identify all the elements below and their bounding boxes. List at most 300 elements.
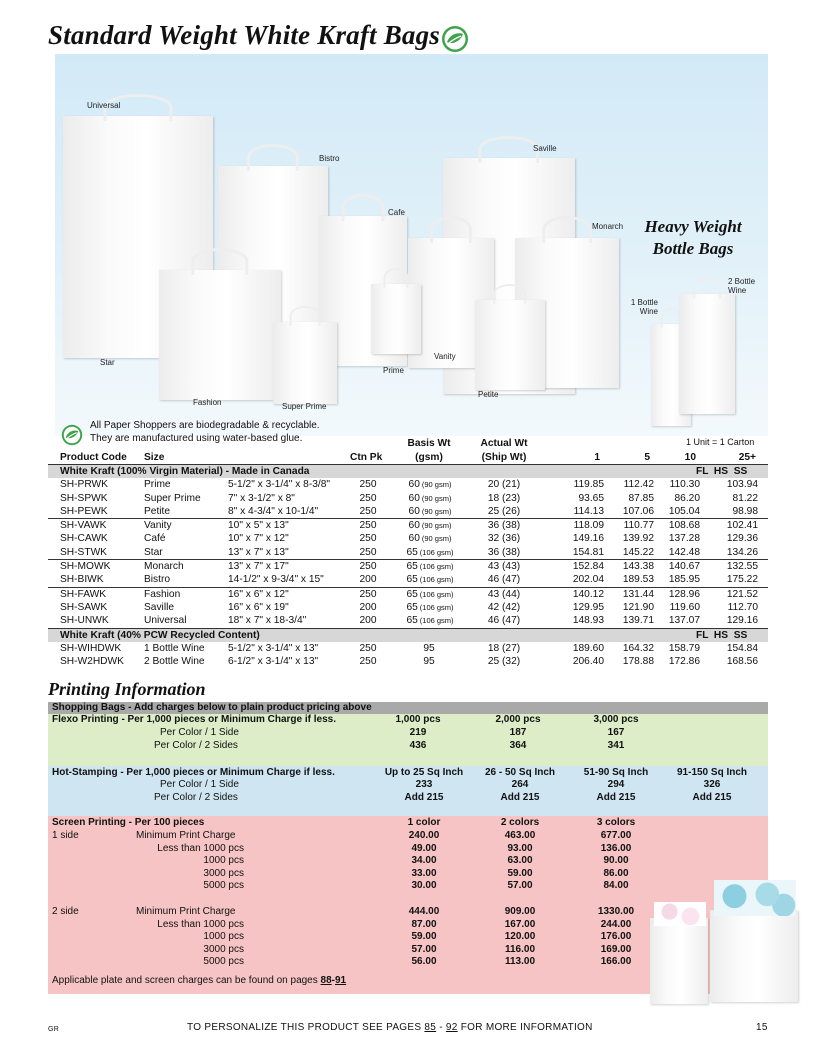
cell-price-10: 172.86 bbox=[668, 656, 700, 668]
cell-price-10: 105.04 bbox=[668, 505, 700, 517]
cell-size: 14-1/2" x 9-3/4" x 15" bbox=[228, 574, 324, 586]
cell-code: SH-PRWK bbox=[60, 479, 108, 491]
screen-value: 30.00 bbox=[411, 880, 437, 891]
flexo-col3: 3,000 pcs bbox=[593, 714, 639, 725]
cell-basis-value: 60 bbox=[408, 533, 420, 545]
screen-note-link-p88[interactable]: 88 bbox=[320, 975, 332, 986]
cell-code: SH-STWK bbox=[60, 546, 107, 558]
cell-basis-value: 60 bbox=[408, 505, 420, 517]
cell-price-25: 154.84 bbox=[726, 642, 758, 654]
cell-actual: 36 (38) bbox=[487, 546, 521, 558]
screen-row-label: 1000 pcs bbox=[203, 855, 244, 866]
hdr-shipwt: (Ship Wt) bbox=[481, 452, 527, 463]
screen-row-label: Less than 1000 pcs bbox=[157, 842, 244, 854]
cell-ctn: 250 bbox=[359, 479, 377, 491]
printed-bag-illustration bbox=[650, 880, 710, 1004]
cell-code: SH-SAWK bbox=[60, 601, 108, 613]
cell-price-1: 129.95 bbox=[572, 601, 604, 613]
category-recycled-label: White Kraft (40% PCW Recycled Content) bbox=[60, 629, 260, 641]
cell-basis-gsm: (106 gsm) bbox=[419, 562, 454, 572]
screen-row-label: 3000 pcs bbox=[203, 867, 244, 879]
cell-name: Universal bbox=[144, 615, 187, 627]
cell-price-1: 154.81 bbox=[572, 546, 604, 558]
label-petite: Petite bbox=[478, 390, 499, 399]
cell-price-10: 142.48 bbox=[668, 546, 700, 558]
cell-basis-value: 65 bbox=[406, 588, 418, 600]
table-row bbox=[48, 601, 768, 614]
screen-value: 49.00 bbox=[411, 842, 437, 854]
cell-name: Prime bbox=[144, 479, 171, 491]
label-cafe: Cafe bbox=[388, 208, 405, 217]
table-row bbox=[48, 492, 768, 505]
cell-code: SH-W2HDWK bbox=[60, 656, 124, 668]
hdr-code: Product Code bbox=[60, 452, 127, 463]
cell-code: SH-SPWK bbox=[60, 492, 108, 504]
cell-name: Petite bbox=[144, 505, 171, 517]
cell-price-10: 185.95 bbox=[668, 574, 700, 586]
cell-price-5: 131.44 bbox=[622, 588, 654, 600]
cell-basis-value: 65 bbox=[406, 574, 418, 586]
flexo-r1-c1: 219 bbox=[409, 727, 427, 738]
screen-row-label: 3000 pcs bbox=[203, 943, 244, 955]
cell-price-5: 178.88 bbox=[622, 656, 654, 668]
cell-price-5: 143.38 bbox=[622, 561, 654, 573]
cell-code: SH-BIWK bbox=[60, 574, 104, 586]
screen-row-label: 1000 pcs bbox=[203, 931, 244, 942]
cell-price-25: 103.94 bbox=[726, 479, 758, 491]
screen-value: 120.00 bbox=[504, 931, 536, 942]
cell-code: SH-UNWK bbox=[60, 615, 109, 627]
cell-basis bbox=[394, 642, 466, 655]
cell-size: 10" x 5" x 13" bbox=[228, 520, 289, 532]
screen-value: 909.00 bbox=[504, 906, 536, 917]
cell-price-5: 110.77 bbox=[623, 520, 654, 532]
category-virgin bbox=[48, 464, 768, 478]
cell-code: SH-VAWK bbox=[60, 520, 107, 532]
hdr-q25: 25+ bbox=[738, 452, 756, 463]
cell-price-1: 149.16 bbox=[572, 533, 604, 545]
cell-price-25: 129.36 bbox=[726, 533, 758, 545]
cell-basis bbox=[394, 573, 466, 586]
cell-name: Fashion bbox=[144, 588, 181, 600]
cell-price-5: 145.22 bbox=[622, 546, 654, 558]
screen-value: 176.00 bbox=[600, 931, 632, 942]
screen-value: 86.00 bbox=[603, 867, 629, 879]
cell-basis-gsm: (106 gsm) bbox=[419, 589, 454, 599]
screen-value: 444.00 bbox=[408, 906, 440, 917]
cell-name: Saville bbox=[144, 601, 175, 613]
flexo-r1-label: Per Color / 1 Side bbox=[160, 727, 239, 738]
eco-note-line1: All Paper Shoppers are biodegradable & recyclable. bbox=[90, 420, 320, 431]
product-photo bbox=[55, 54, 768, 436]
cell-price-5: 164.32 bbox=[622, 642, 654, 654]
flexo-r1-c3: 167 bbox=[607, 727, 625, 738]
cell-size: 5-1/2" x 3-1/4" x 8-3/8" bbox=[228, 479, 331, 491]
cell-basis-gsm: (90 gsm) bbox=[421, 521, 452, 531]
cell-size: 7" x 3-1/2" x 8" bbox=[228, 492, 295, 504]
footer-dash: - bbox=[436, 1022, 446, 1033]
footer-text-prefix: TO PERSONALIZE THIS PRODUCT SEE PAGES bbox=[187, 1022, 425, 1033]
screen-note bbox=[52, 975, 346, 987]
cell-actual: 25 (32) bbox=[487, 656, 521, 668]
screen-value: 34.00 bbox=[411, 855, 437, 866]
eco-leaf-icon bbox=[441, 25, 469, 53]
cell-price-1: 148.93 bbox=[572, 615, 604, 627]
cell-name: Café bbox=[144, 533, 166, 545]
cell-actual: 36 (38) bbox=[487, 520, 521, 532]
cell-ctn: 250 bbox=[359, 546, 377, 558]
screen-col1: 1 color bbox=[407, 817, 441, 828]
cell-name: Bistro bbox=[144, 574, 171, 586]
cell-basis-value: 65 bbox=[406, 615, 418, 627]
cell-ctn: 250 bbox=[359, 533, 377, 545]
bag-petite bbox=[475, 300, 545, 390]
printed-bag-illustration-2 bbox=[710, 870, 800, 1004]
cell-ctn: 250 bbox=[359, 588, 377, 600]
screen-value: 1330.00 bbox=[597, 906, 635, 917]
table-row bbox=[48, 559, 768, 573]
cell-price-1: 93.65 bbox=[578, 492, 604, 504]
cell-ctn: 250 bbox=[359, 505, 377, 517]
cell-basis bbox=[394, 478, 466, 491]
cell-basis bbox=[394, 560, 466, 573]
unit-note: 1 Unit = 1 Carton bbox=[686, 437, 755, 447]
cell-basis-gsm: (106 gsm) bbox=[419, 602, 454, 612]
hot-col3: 51-90 Sq Inch bbox=[583, 767, 649, 778]
table-row bbox=[48, 505, 768, 518]
cell-basis-gsm: (106 gsm) bbox=[419, 616, 454, 626]
cell-ctn: 250 bbox=[359, 656, 377, 668]
cell-price-10: 108.68 bbox=[668, 520, 700, 532]
cell-actual: 42 (42) bbox=[487, 601, 521, 613]
cell-size: 16" x 6" x 12" bbox=[228, 588, 289, 600]
cell-price-25: 112.70 bbox=[727, 601, 758, 613]
cell-basis-value: 60 bbox=[408, 520, 420, 532]
cell-basis bbox=[394, 492, 466, 505]
cell-price-10: 86.20 bbox=[674, 492, 700, 504]
cell-price-1: 152.84 bbox=[572, 561, 604, 573]
cell-code: SH-PEWK bbox=[60, 505, 108, 517]
cell-ctn: 200 bbox=[359, 574, 377, 586]
cell-name: 1 Bottle Wine bbox=[144, 642, 205, 654]
label-universal: Universal bbox=[87, 101, 121, 110]
label-2-bottle-wine: 2 Bottle Wine bbox=[728, 277, 756, 295]
printing-banner bbox=[48, 702, 768, 714]
flexo-r1-c2: 187 bbox=[509, 727, 527, 738]
screen-note-dash: - bbox=[331, 975, 335, 986]
cell-basis-gsm: (90 gsm) bbox=[421, 506, 452, 516]
heavy-weight-title bbox=[633, 216, 753, 260]
cell-price-10: 158.79 bbox=[668, 642, 700, 654]
flexo-r2-label: Per Color / 2 Sides bbox=[154, 740, 238, 751]
cell-basis-value: 95 bbox=[423, 642, 435, 654]
screen-value: 87.00 bbox=[411, 918, 437, 930]
cell-basis-gsm: (90 gsm) bbox=[421, 493, 452, 503]
printed-bag-front bbox=[650, 918, 708, 1004]
cell-basis bbox=[394, 601, 466, 614]
category-recycled-flags: FL HS SS bbox=[696, 629, 748, 641]
cell-actual: 18 (27) bbox=[487, 642, 521, 654]
hot-r1-c2: 264 bbox=[511, 779, 529, 790]
screen-value: 57.00 bbox=[411, 943, 437, 955]
cell-price-5: 121.90 bbox=[622, 601, 654, 613]
cell-price-5: 139.92 bbox=[622, 533, 654, 545]
hot-col2: 26 - 50 Sq Inch bbox=[484, 767, 556, 778]
screen-value: 166.00 bbox=[600, 956, 632, 967]
heavy-title-line2: Bottle Bags bbox=[652, 239, 734, 258]
label-bistro: Bistro bbox=[319, 154, 340, 163]
flexo-col2: 2,000 pcs bbox=[495, 714, 541, 725]
flexo-r2-c1: 436 bbox=[409, 740, 427, 751]
bag-prime bbox=[371, 284, 421, 354]
screen-row-label: Less than 1000 pcs bbox=[157, 918, 244, 930]
screen-row-label: Minimum Print Charge bbox=[136, 906, 236, 917]
cell-price-10: 137.07 bbox=[668, 615, 700, 627]
cell-price-10: 119.60 bbox=[669, 601, 700, 613]
cell-price-1: 118.09 bbox=[573, 520, 604, 532]
label-star: Star bbox=[100, 358, 115, 367]
hdr-q10: 10 bbox=[684, 452, 696, 463]
hot-col1: Up to 25 Sq Inch bbox=[384, 767, 464, 778]
printed-bag-back bbox=[710, 910, 798, 1002]
cell-actual: 18 (23) bbox=[487, 492, 521, 504]
cell-price-10: 137.28 bbox=[668, 533, 700, 545]
cell-ctn: 250 bbox=[359, 561, 377, 573]
cell-ctn: 250 bbox=[359, 642, 377, 654]
cell-ctn: 250 bbox=[359, 520, 377, 532]
hot-r2-label: Per Color / 2 Sides bbox=[154, 792, 238, 803]
cell-basis-value: 60 bbox=[408, 479, 420, 491]
screen-value: 240.00 bbox=[408, 830, 440, 841]
flexo-col1: 1,000 pcs bbox=[395, 714, 441, 725]
screen-side2-label: 2 side bbox=[52, 906, 79, 917]
cell-basis bbox=[394, 655, 466, 668]
cell-price-5: 112.42 bbox=[623, 479, 654, 491]
cell-size: 16" x 6" x 19" bbox=[228, 601, 289, 613]
label-super-prime: Super Prime bbox=[282, 402, 327, 411]
screen-heading: Screen Printing - Per 100 pieces bbox=[52, 817, 205, 828]
hot-heading: Hot-Stamping - Per 1,000 pieces or Minimum Charge if less. bbox=[52, 767, 335, 778]
cell-actual: 43 (44) bbox=[487, 588, 521, 600]
cell-size: 18" x 7" x 18-3/4" bbox=[228, 615, 307, 627]
cell-price-1: 119.85 bbox=[573, 479, 604, 491]
label-vanity: Vanity bbox=[434, 352, 456, 361]
hdr-gsm: (gsm) bbox=[415, 452, 443, 463]
screen-col2: 2 colors bbox=[500, 817, 540, 828]
hot-r1-label: Per Color / 1 Side bbox=[160, 779, 239, 790]
screen-value: 244.00 bbox=[600, 918, 632, 930]
screen-value: 169.00 bbox=[600, 943, 632, 955]
cell-ctn: 200 bbox=[359, 615, 377, 627]
cell-price-5: 189.53 bbox=[622, 574, 654, 586]
cell-code: SH-FAWK bbox=[60, 588, 107, 600]
hdr-ctn: Ctn Pk bbox=[350, 452, 383, 463]
cell-price-25: 129.16 bbox=[726, 615, 758, 627]
screen-value: 56.00 bbox=[411, 956, 437, 967]
screen-note-text: Applicable plate and screen charges can be found on pages bbox=[52, 975, 321, 986]
screen-value: 463.00 bbox=[504, 830, 536, 841]
cell-basis bbox=[394, 546, 466, 559]
screen-row-label: 5000 pcs bbox=[203, 880, 244, 891]
footer-code: GR bbox=[48, 1026, 60, 1033]
cell-price-10: 110.30 bbox=[669, 479, 700, 491]
cell-basis-value: 65 bbox=[406, 561, 418, 573]
screen-value: 33.00 bbox=[411, 867, 437, 879]
cell-price-1: 189.60 bbox=[572, 642, 604, 654]
screen-value: 90.00 bbox=[603, 855, 629, 866]
cell-basis bbox=[394, 614, 466, 627]
cell-price-1: 140.12 bbox=[572, 588, 604, 600]
cell-basis-gsm: (90 gsm) bbox=[421, 534, 452, 544]
footer-link-p85[interactable]: 85 bbox=[424, 1022, 437, 1033]
screen-side1-label: 1 side bbox=[52, 830, 79, 841]
cell-price-1: 202.04 bbox=[572, 574, 604, 586]
flexo-section bbox=[48, 714, 768, 766]
table-row bbox=[48, 614, 768, 627]
hdr-q5: 5 bbox=[644, 452, 650, 463]
cell-price-25: 168.56 bbox=[726, 656, 758, 668]
table-row bbox=[48, 518, 768, 532]
hot-r1-c3: 294 bbox=[607, 779, 625, 790]
bag-star bbox=[159, 270, 281, 400]
hot-r2-c2: Add 215 bbox=[500, 792, 540, 803]
screen-value: 59.00 bbox=[507, 867, 533, 879]
cell-basis bbox=[394, 532, 466, 545]
cell-basis-gsm: (90 gsm) bbox=[421, 480, 452, 490]
screen-value: 116.00 bbox=[504, 943, 536, 955]
label-1-bottle-wine: 1 Bottle Wine bbox=[630, 298, 658, 316]
screen-value: 113.00 bbox=[504, 956, 536, 967]
screen-value: 93.00 bbox=[507, 842, 533, 854]
cell-price-25: 132.55 bbox=[726, 561, 758, 573]
screen-value: 167.00 bbox=[504, 918, 536, 930]
flexo-heading: Flexo Printing - Per 1,000 pieces or Minimum Charge if less. bbox=[52, 714, 336, 725]
cell-size: 5-1/2" x 3-1/4" x 13" bbox=[228, 642, 319, 654]
cell-actual: 46 (47) bbox=[487, 615, 521, 627]
bag-super-prime bbox=[273, 322, 337, 404]
table-row bbox=[48, 573, 768, 586]
cell-price-25: 175.22 bbox=[726, 574, 758, 586]
screen-value: 59.00 bbox=[411, 931, 437, 942]
cell-size: 13" x 7" x 13" bbox=[228, 546, 289, 558]
label-fashion: Fashion bbox=[193, 398, 222, 407]
cell-actual: 20 (21) bbox=[487, 479, 521, 491]
hot-r1-c4: 326 bbox=[703, 779, 721, 790]
cell-name: Monarch bbox=[144, 561, 184, 573]
pricing-table bbox=[48, 464, 768, 668]
eco-note-line2: They are manufactured using water-based glue. bbox=[90, 432, 303, 444]
cell-name: Vanity bbox=[144, 520, 172, 532]
cell-actual: 25 (26) bbox=[487, 505, 521, 517]
cell-actual: 46 (47) bbox=[487, 574, 521, 586]
hot-stamping-section bbox=[48, 766, 768, 816]
label-monarch: Monarch bbox=[592, 222, 624, 231]
printing-banner-text: Shopping Bags - Add charges below to plain product pricing above bbox=[52, 702, 372, 713]
cell-size: 6-1/2" x 3-1/4" x 13" bbox=[228, 656, 319, 668]
hdr-q1: 1 bbox=[594, 452, 600, 463]
screen-value: 57.00 bbox=[507, 880, 533, 891]
cell-basis-gsm: (106 gsm) bbox=[419, 547, 454, 557]
cell-name: 2 Bottle Wine bbox=[144, 656, 205, 668]
category-recycled bbox=[48, 628, 768, 642]
screen-value: 84.00 bbox=[603, 880, 629, 891]
cell-size: 10" x 7" x 12" bbox=[228, 533, 289, 545]
table-row bbox=[48, 587, 768, 601]
cell-price-10: 128.96 bbox=[668, 588, 700, 600]
page-title: Standard Weight White Kraft Bags bbox=[48, 20, 441, 50]
table-row bbox=[48, 532, 768, 545]
screen-col3: 3 colors bbox=[596, 817, 636, 828]
page-number: 15 bbox=[756, 1022, 768, 1033]
hot-r2-c1: Add 215 bbox=[404, 792, 444, 803]
cell-price-5: 107.06 bbox=[622, 505, 654, 517]
tissue-paper-blue bbox=[714, 880, 796, 916]
cell-code: SH-MOWK bbox=[60, 561, 111, 573]
cell-price-25: 98.98 bbox=[732, 505, 758, 517]
printing-title: Printing Information bbox=[48, 679, 206, 699]
category-virgin-label: White Kraft (100% Virgin Material) - Made in Canada bbox=[60, 466, 310, 477]
heavy-title-line1: Heavy Weight bbox=[644, 217, 742, 236]
cell-price-25: 81.22 bbox=[732, 492, 758, 504]
cell-actual: 43 (43) bbox=[487, 561, 521, 573]
flexo-r2-c3: 341 bbox=[607, 740, 625, 751]
cell-name: Star bbox=[144, 546, 163, 558]
label-prime: Prime bbox=[383, 366, 404, 375]
cell-price-25: 134.26 bbox=[726, 546, 758, 558]
cell-basis bbox=[394, 505, 466, 518]
footer-personalize bbox=[187, 1022, 593, 1033]
cell-basis-value: 95 bbox=[423, 656, 435, 668]
cell-basis bbox=[394, 588, 466, 601]
screen-value: 63.00 bbox=[507, 855, 533, 866]
cell-basis-value: 65 bbox=[406, 601, 418, 613]
cell-basis-value: 60 bbox=[408, 492, 420, 504]
screen-value: 677.00 bbox=[600, 830, 632, 841]
hdr-basis: Basis Wt bbox=[407, 438, 451, 449]
cell-actual: 32 (36) bbox=[487, 533, 521, 545]
screen-row-label: 5000 pcs bbox=[203, 956, 244, 967]
cell-size: 8" x 4-3/4" x 10-1/4" bbox=[228, 505, 319, 517]
cell-name: Super Prime bbox=[144, 492, 201, 504]
cell-basis bbox=[394, 519, 466, 532]
cell-price-1: 114.13 bbox=[573, 505, 604, 517]
table-row bbox=[48, 655, 768, 668]
table-row bbox=[48, 478, 768, 491]
screen-row-label: Minimum Print Charge bbox=[136, 830, 236, 841]
hot-r1-c1: 233 bbox=[415, 779, 433, 790]
cell-size: 13" x 7" x 17" bbox=[228, 561, 289, 573]
cell-code: SH-WIHDWK bbox=[60, 642, 122, 654]
category-virgin-flags: FL HS SS bbox=[696, 466, 748, 477]
cell-ctn: 250 bbox=[359, 492, 377, 504]
cell-ctn: 200 bbox=[359, 601, 377, 613]
screen-note-link-p91[interactable]: 91 bbox=[335, 975, 347, 986]
cell-code: SH-CAWK bbox=[60, 533, 108, 545]
hot-r2-c4: Add 215 bbox=[692, 792, 732, 803]
bag-2-bottle-wine bbox=[679, 294, 735, 414]
footer-link-p92[interactable]: 92 bbox=[445, 1022, 458, 1033]
table-header bbox=[48, 438, 768, 464]
cell-basis-value: 65 bbox=[406, 546, 418, 558]
flexo-r2-c2: 364 bbox=[509, 740, 527, 751]
table-row bbox=[48, 546, 768, 559]
hdr-size: Size bbox=[144, 452, 165, 463]
cell-price-10: 140.67 bbox=[668, 561, 700, 573]
tissue-paper bbox=[654, 902, 706, 926]
hdr-actual: Actual Wt bbox=[480, 438, 528, 449]
hot-r2-c3: Add 215 bbox=[596, 792, 636, 803]
table-row bbox=[48, 642, 768, 655]
